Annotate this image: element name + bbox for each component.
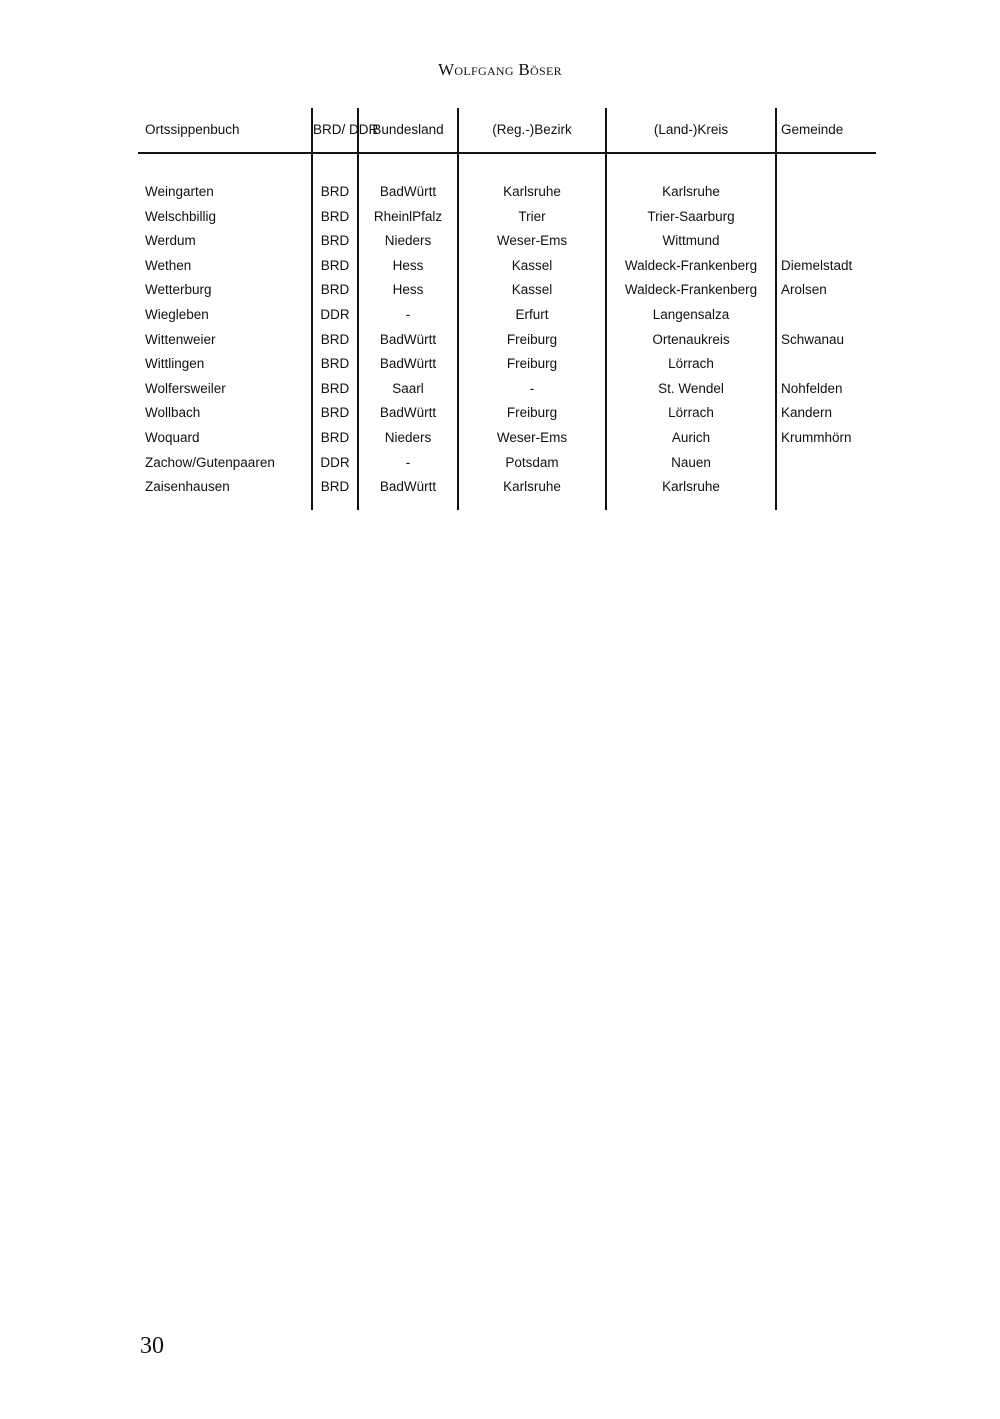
cell-kreis: Wittmund <box>606 229 776 254</box>
table-row <box>138 303 876 328</box>
table-row <box>138 180 876 205</box>
cell-brd-ddr: BRD <box>312 205 358 230</box>
column-header-kreis: (Land-)Kreis <box>606 108 776 153</box>
cell-kreis: Langensalza <box>606 303 776 328</box>
cell-ortssippenbuch: Wetterburg <box>145 282 212 298</box>
cell-kreis: Trier-Saarburg <box>606 205 776 230</box>
cell-ortssippenbuch: Weingarten <box>145 184 214 199</box>
table-row <box>138 352 876 377</box>
cell-ortssippenbuch: Wolfersweiler <box>145 380 226 396</box>
cell-gemeinde: Kandern <box>776 401 876 426</box>
cell-kreis: Ortenaukreis <box>606 328 776 353</box>
cell-bezirk: - <box>458 377 606 402</box>
table-row <box>138 254 876 279</box>
cell-ortssippenbuch: Zachow/Gutenpaaren <box>145 454 275 470</box>
table-end-padding <box>138 500 876 510</box>
cell-kreis: Lörrach <box>606 401 776 426</box>
cell-kreis: Nauen <box>606 451 776 476</box>
cell-bezirk: Kassel <box>458 254 606 279</box>
cell-ortssippenbuch: Welschbillig <box>145 208 217 224</box>
cell-bundesland: - <box>358 303 458 328</box>
cell-bundesland: Nieders <box>358 426 458 451</box>
page-number: 30 <box>140 1333 164 1359</box>
column-header-bundesland: Bundesland <box>358 108 458 153</box>
cell-brd-ddr: BRD <box>312 278 358 303</box>
cell-brd-ddr: BRD <box>312 229 358 254</box>
table-row <box>138 278 876 303</box>
cell-ortssippenbuch: Wethen <box>145 257 192 273</box>
cell-brd-ddr: BRD <box>312 328 358 353</box>
cell-bezirk: Karlsruhe <box>458 475 606 500</box>
table-row <box>138 328 876 353</box>
cell-ortssippenbuch: Woquard <box>145 429 200 445</box>
cell-bundesland: BadWürtt <box>358 352 458 377</box>
cell-bezirk: Karlsruhe <box>458 180 606 205</box>
cell-gemeinde: Schwanau <box>776 328 876 353</box>
cell-brd-ddr: BRD <box>312 180 358 205</box>
cell-brd-ddr: DDR <box>312 451 358 476</box>
cell-bezirk: Trier <box>458 205 606 230</box>
column-header-ortssippenbuch: Ortssippenbuch <box>138 108 312 153</box>
cell-brd-ddr: BRD <box>312 401 358 426</box>
cell-ortssippenbuch: Wollbach <box>145 405 201 421</box>
cell-kreis: Karlsruhe <box>606 475 776 500</box>
table-row <box>138 426 876 451</box>
column-header-brd-ddr: BRD/ DDR <box>312 108 358 153</box>
cell-brd-ddr: BRD <box>312 426 358 451</box>
table-row <box>138 475 876 500</box>
cell-bezirk: Weser-Ems <box>458 229 606 254</box>
cell-bundesland: BadWürtt <box>358 180 458 205</box>
cell-gemeinde <box>776 475 876 500</box>
cell-ortssippenbuch: Wiegleben <box>145 306 209 322</box>
cell-bundesland: BadWürtt <box>358 328 458 353</box>
table-row <box>138 229 876 254</box>
cell-ortssippenbuch: Wittlingen <box>145 356 205 372</box>
cell-bezirk: Erfurt <box>458 303 606 328</box>
cell-bezirk: Freiburg <box>458 401 606 426</box>
header-row <box>138 108 876 153</box>
cell-brd-ddr: BRD <box>312 377 358 402</box>
cell-gemeinde <box>776 303 876 328</box>
cell-kreis: Waldeck-Frankenberg <box>606 278 776 303</box>
cell-bundesland: Hess <box>358 278 458 303</box>
cell-ortssippenbuch: Wittenweier <box>145 331 216 347</box>
table-spacer-row <box>138 153 876 180</box>
cell-kreis: Lörrach <box>606 352 776 377</box>
cell-kreis: Aurich <box>606 426 776 451</box>
cell-bezirk: Potsdam <box>458 451 606 476</box>
cell-gemeinde: Diemelstadt <box>776 254 876 279</box>
table-body <box>138 153 876 510</box>
cell-bundesland: Hess <box>358 254 458 279</box>
cell-ortssippenbuch: Werdum <box>145 233 196 249</box>
column-header-gemeinde: Gemeinde <box>776 108 876 153</box>
cell-bundesland: BadWürtt <box>358 475 458 500</box>
cell-bundesland: RheinlPfalz <box>358 205 458 230</box>
cell-gemeinde: Krummhörn <box>776 426 876 451</box>
cell-kreis: Waldeck-Frankenberg <box>606 254 776 279</box>
cell-brd-ddr: BRD <box>312 475 358 500</box>
cell-ortssippenbuch: Zaisenhausen <box>145 479 230 495</box>
cell-gemeinde: Nohfelden <box>776 377 876 402</box>
register-table <box>138 108 876 510</box>
table-row <box>138 377 876 402</box>
table-header <box>138 108 876 153</box>
cell-gemeinde <box>776 229 876 254</box>
cell-gemeinde <box>776 451 876 476</box>
cell-gemeinde: Arolsen <box>776 278 876 303</box>
cell-bundesland: - <box>358 451 458 476</box>
cell-bezirk: Kassel <box>458 278 606 303</box>
cell-bezirk: Weser-Ems <box>458 426 606 451</box>
table-row <box>138 451 876 476</box>
table-row <box>138 205 876 230</box>
cell-gemeinde <box>776 180 876 205</box>
cell-kreis: Karlsruhe <box>606 180 776 205</box>
cell-bezirk: Freiburg <box>458 352 606 377</box>
table-row <box>138 401 876 426</box>
cell-kreis: St. Wendel <box>606 377 776 402</box>
cell-bezirk: Freiburg <box>458 328 606 353</box>
cell-brd-ddr: DDR <box>312 303 358 328</box>
column-header-bezirk: (Reg.-)Bezirk <box>458 108 606 153</box>
cell-gemeinde <box>776 352 876 377</box>
register-table-container <box>138 108 876 510</box>
cell-brd-ddr: BRD <box>312 352 358 377</box>
running-head: Wolfgang Böser <box>438 60 562 79</box>
cell-bundesland: BadWürtt <box>358 401 458 426</box>
cell-bundesland: Nieders <box>358 229 458 254</box>
cell-brd-ddr: BRD <box>312 254 358 279</box>
cell-gemeinde <box>776 205 876 230</box>
cell-bundesland: Saarl <box>358 377 458 402</box>
